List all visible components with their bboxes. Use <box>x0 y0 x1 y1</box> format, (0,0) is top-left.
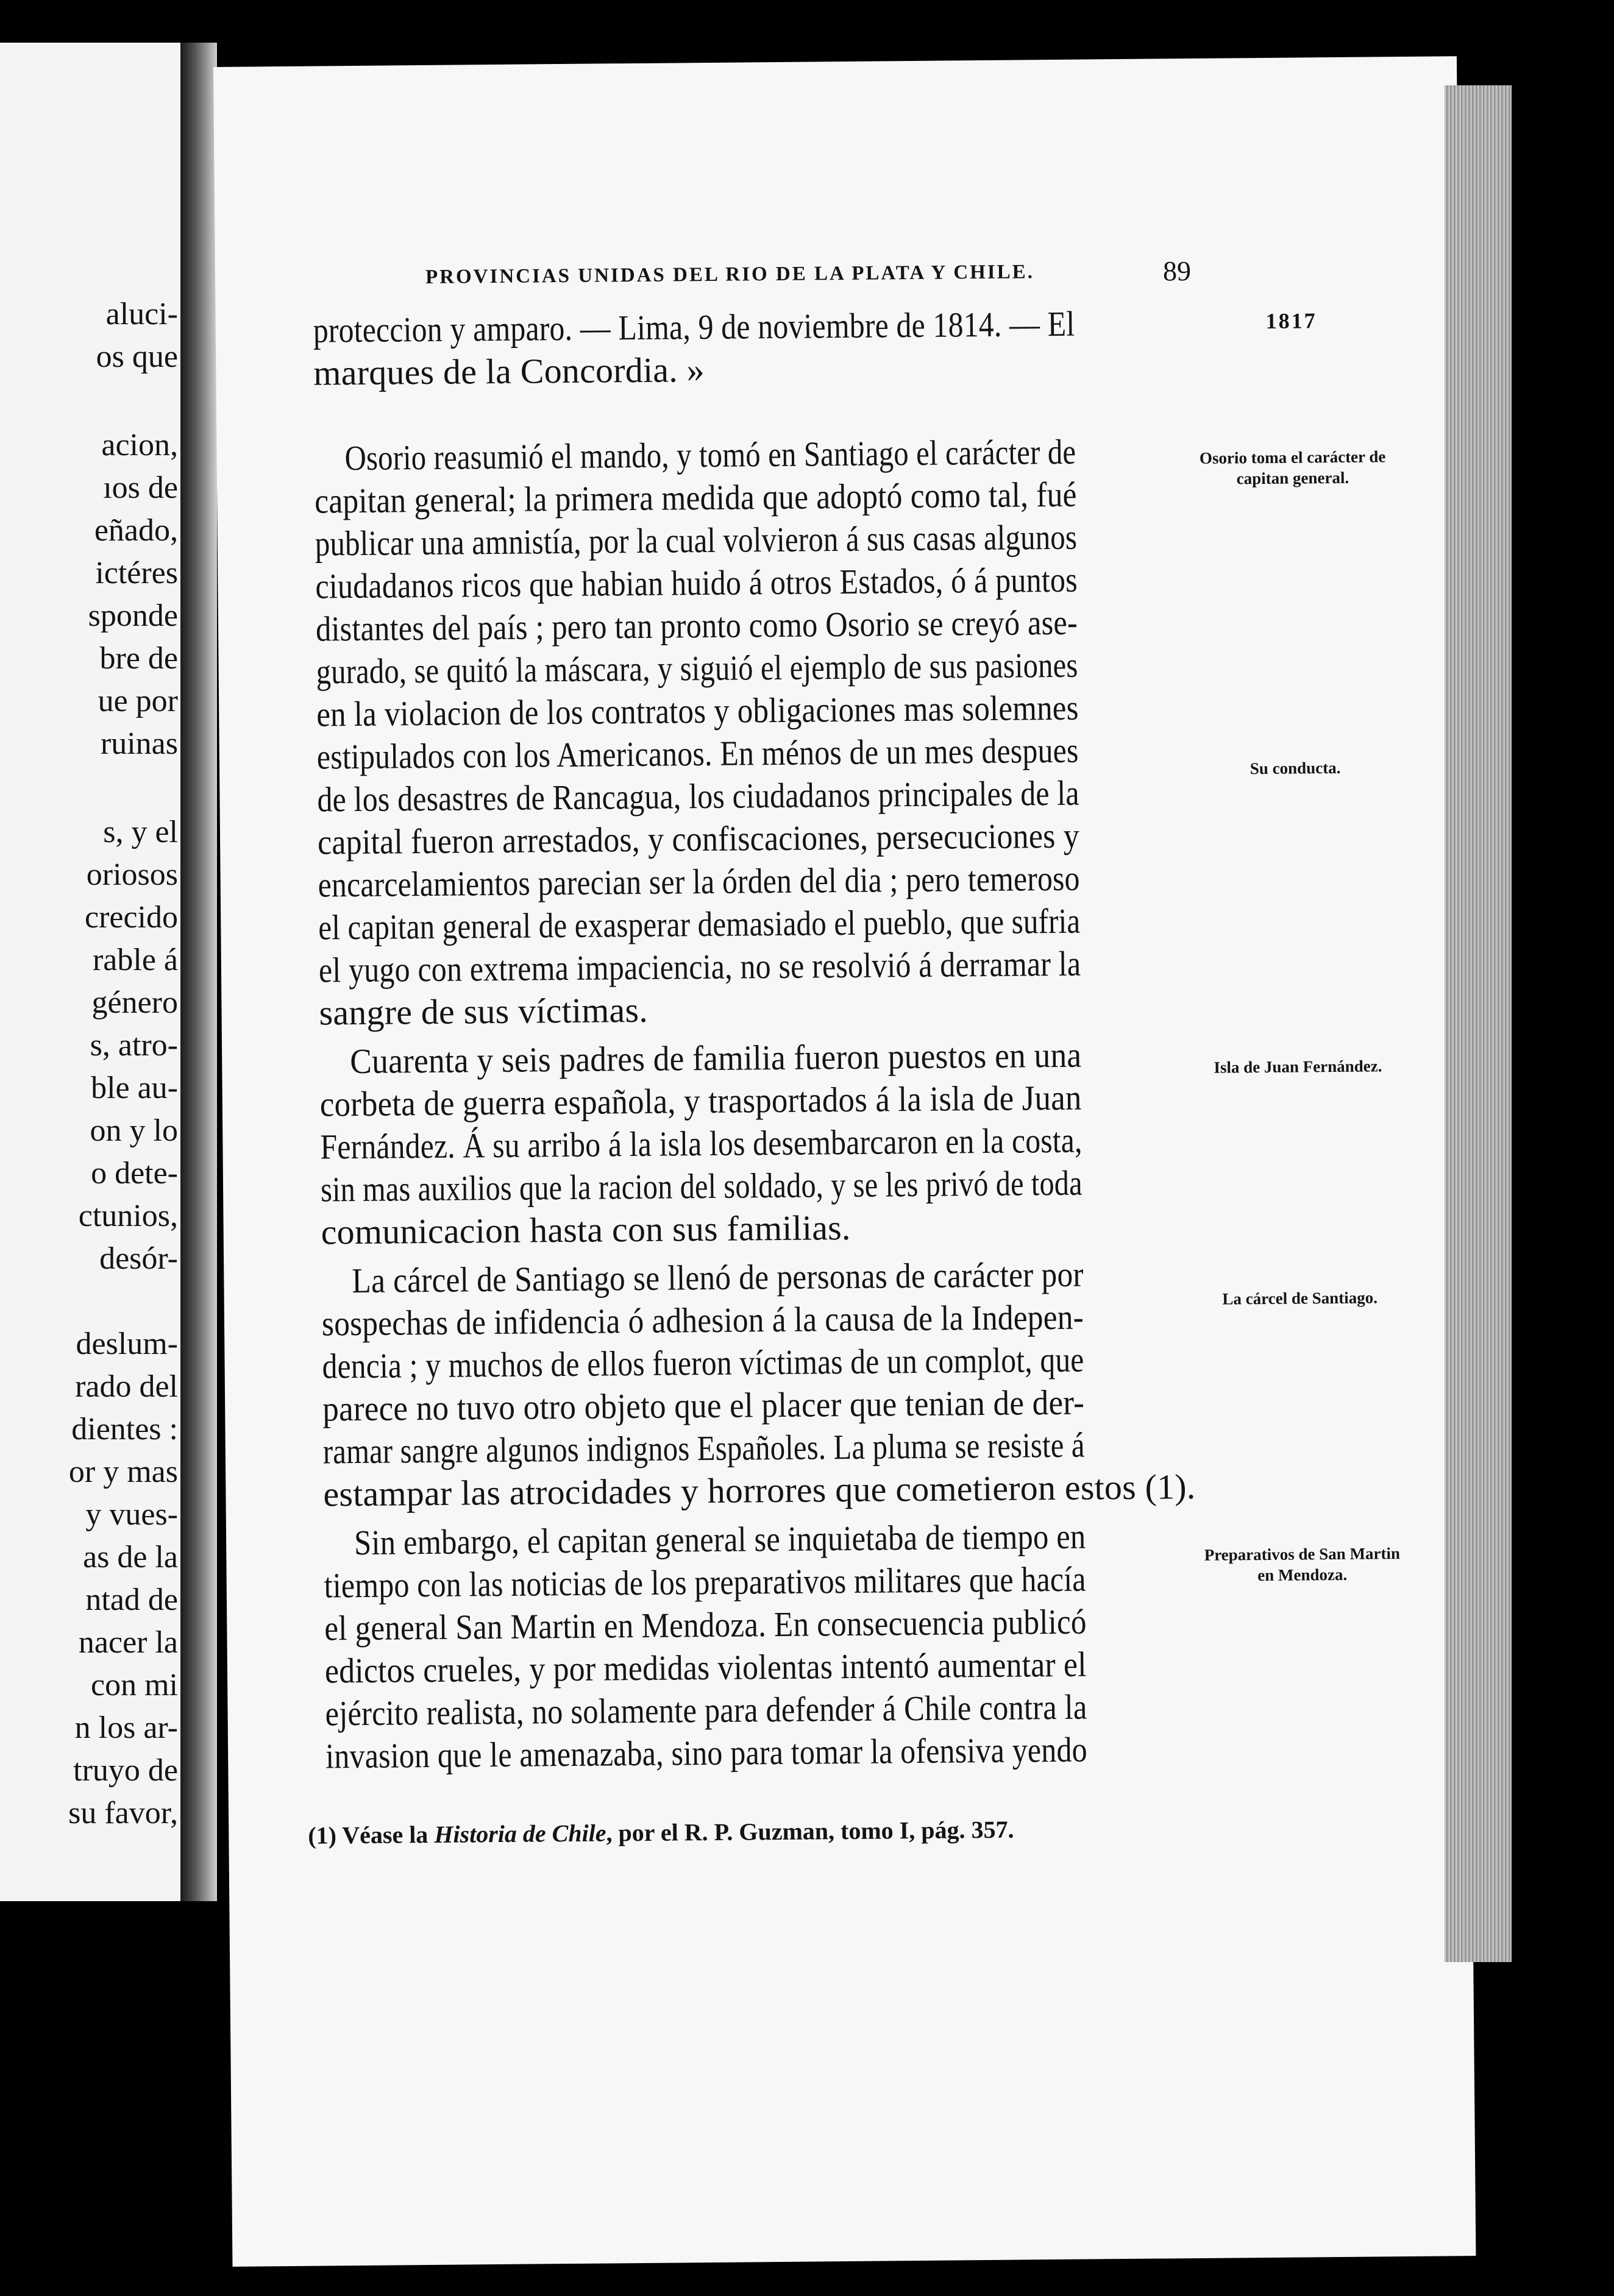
facing-page-line: desór- <box>99 1241 178 1276</box>
facing-page-line: s, atro- <box>90 1028 178 1063</box>
text-line: de los desastres de Rancagua, los ciudadanos principales de la <box>317 773 1079 820</box>
facing-page-line: rable á <box>92 943 178 977</box>
footnote-prefix: (1) Véase la <box>308 1820 435 1849</box>
running-head: PROVINCIAS UNIDAS DEL RIO DE LA PLATA Y CHILE. <box>425 261 1035 288</box>
margin-year: 1817 <box>1265 308 1317 333</box>
facing-page-line: on y lo <box>90 1113 178 1148</box>
text-line: ciudadanos ricos que habian huido á otros Estados, ó á puntos <box>315 559 1078 606</box>
text-line: publicar una amnistía, por la cual volvieron á sus casas algunos <box>315 517 1078 564</box>
margin-note: Preparativos de San Martin en Mendoza. <box>1204 1544 1401 1584</box>
text-line: en la violacion de los contratos y obligaciones mas solemnes <box>316 687 1079 734</box>
facing-page-line: ntad de <box>85 1582 178 1617</box>
facing-page-line: rado del <box>75 1369 178 1404</box>
text-line: ejército realista, no solamente para defender á Chile contra la <box>325 1687 1087 1734</box>
text-line: tiempo con las noticias de los preparativos militares que hacía <box>324 1559 1086 1606</box>
facing-page-line: acion, <box>101 428 178 462</box>
footnote <box>308 1815 1014 1850</box>
text-line: edictos crueles, y por medidas violentas intentó aumentar el <box>324 1644 1087 1691</box>
text-line: corbeta de guerra española, y trasportados á la isla de Juan <box>319 1077 1082 1124</box>
text-line: parece no tuvo otro objeto que el placer que tenian de der- <box>322 1382 1085 1429</box>
text-line: La cárcel de Santiago se llenó de personas de carácter por <box>352 1254 1084 1301</box>
text-line: estampar las atrocidades y horrores que cometieron estos (1). <box>323 1467 1196 1514</box>
text-line: estipulados con los Americanos. En ménos de un mes despues <box>316 730 1079 777</box>
text-line: Sin embargo, el capitan general se inquietaba de tiempo en <box>354 1516 1086 1563</box>
facing-page-line: o dete- <box>91 1156 178 1191</box>
facing-page-line: eñado, <box>94 513 178 548</box>
facing-page-line: truyo de <box>73 1753 178 1788</box>
facing-page-line: su favor, <box>68 1796 178 1830</box>
facing-page-line: oriosos <box>86 857 178 892</box>
facing-page-line: ctunios, <box>78 1199 178 1233</box>
facing-page-line: ıos de <box>103 470 178 505</box>
footnote-suffix: , por el R. P. Guzman, tomo I, pág. 357. <box>606 1815 1014 1847</box>
text-line: el yugo con extrema impaciencia, no se resolvió á derramar la <box>318 943 1081 990</box>
text-line: Fernández. Á su arribo á la isla los desembarcaron en la costa, <box>320 1120 1083 1167</box>
margin-note: Isla de Juan Fernández. <box>1214 1057 1382 1077</box>
text-line: el capitan general de exasperar demasiado el pueblo, que sufria <box>318 901 1081 948</box>
book-page <box>213 56 1476 2267</box>
margin-note: La cárcel de Santiago. <box>1222 1288 1378 1308</box>
facing-page-line: ictéres <box>95 556 178 590</box>
facing-page-line: os que <box>96 339 178 374</box>
facing-page-line: género <box>91 985 178 1020</box>
text-line: comunicacion hasta con sus familias. <box>321 1207 851 1252</box>
facing-page-line: con mi <box>91 1668 178 1703</box>
facing-page-line: crecido <box>84 900 178 935</box>
facing-page-line: sponde <box>88 598 178 633</box>
page-edges <box>1445 85 1512 1962</box>
facing-page-line: bre de <box>99 641 178 676</box>
facing-page-line: ue por <box>98 684 178 718</box>
text-line: sospechas de infidencia ó adhesion á la causa de la Indepen- <box>321 1297 1084 1344</box>
facing-page-line: dientes : <box>71 1412 178 1447</box>
facing-page-line: as de la <box>83 1540 178 1575</box>
margin-note: Su conducta. <box>1250 758 1341 778</box>
text-line: el general San Martin en Mendoza. En consecuencia publicó <box>324 1601 1087 1648</box>
facing-page-line: or y mas <box>68 1454 178 1489</box>
text-line: Osorio reasumió el mando, y tomó en Santiago el carácter de <box>344 431 1076 478</box>
book-gutter <box>180 43 217 1901</box>
text-line: capital fueron arrestados, y confiscaciones, persecuciones y <box>317 815 1080 862</box>
text-line: capitan general; la primera medida que adoptó como tal, fué <box>314 474 1077 521</box>
text-line: encarcelamientos parecian ser la órden del dia ; pero temeroso <box>318 858 1080 905</box>
facing-page-line: nacer la <box>78 1625 178 1660</box>
text-line: dencia ; y muchos de ellos fueron víctimas de un complot, que <box>322 1339 1084 1386</box>
text-line: sangre de sus víctimas. <box>319 990 649 1033</box>
text-line: sin mas auxilios que la racion del soldado, y se les privó de toda <box>320 1163 1083 1210</box>
text-line: Cuarenta y seis padres de familia fueron puestos en una <box>349 1035 1082 1082</box>
facing-page-line: aluci- <box>105 297 178 331</box>
facing-page-line: deslum- <box>76 1327 178 1361</box>
text-line: ramar sangre algunos indignos Españoles. La pluma se resiste á <box>322 1425 1085 1472</box>
margin-note: Osorio toma el carácter de capitan general. <box>1199 447 1386 488</box>
facing-page-fragment <box>0 43 183 1901</box>
facing-page-line: ruinas <box>100 726 178 761</box>
footnote-title: Historia de Chile <box>434 1819 606 1848</box>
page-number: 89 <box>1162 255 1192 287</box>
facing-page-line: ble au- <box>91 1071 178 1105</box>
text-line: gurado, se quitó la máscara, y siguió el ejemplo de sus pasiones <box>316 645 1078 692</box>
text-line: proteccion y amparo. — Lima, 9 de noviembre de 1814. — El <box>313 303 1075 350</box>
facing-page-line: y vues- <box>85 1497 178 1532</box>
text-line: invasion que le amenazaba, sino para tomar la ofensiva yendo <box>325 1729 1088 1776</box>
facing-page-line: s, y el <box>103 815 178 849</box>
text-line: marques de la Concordia. » <box>313 349 705 393</box>
text-line: distantes del país ; pero tan pronto como Osorio se creyó ase- <box>315 602 1078 649</box>
facing-page-line: n los ar- <box>74 1710 178 1745</box>
